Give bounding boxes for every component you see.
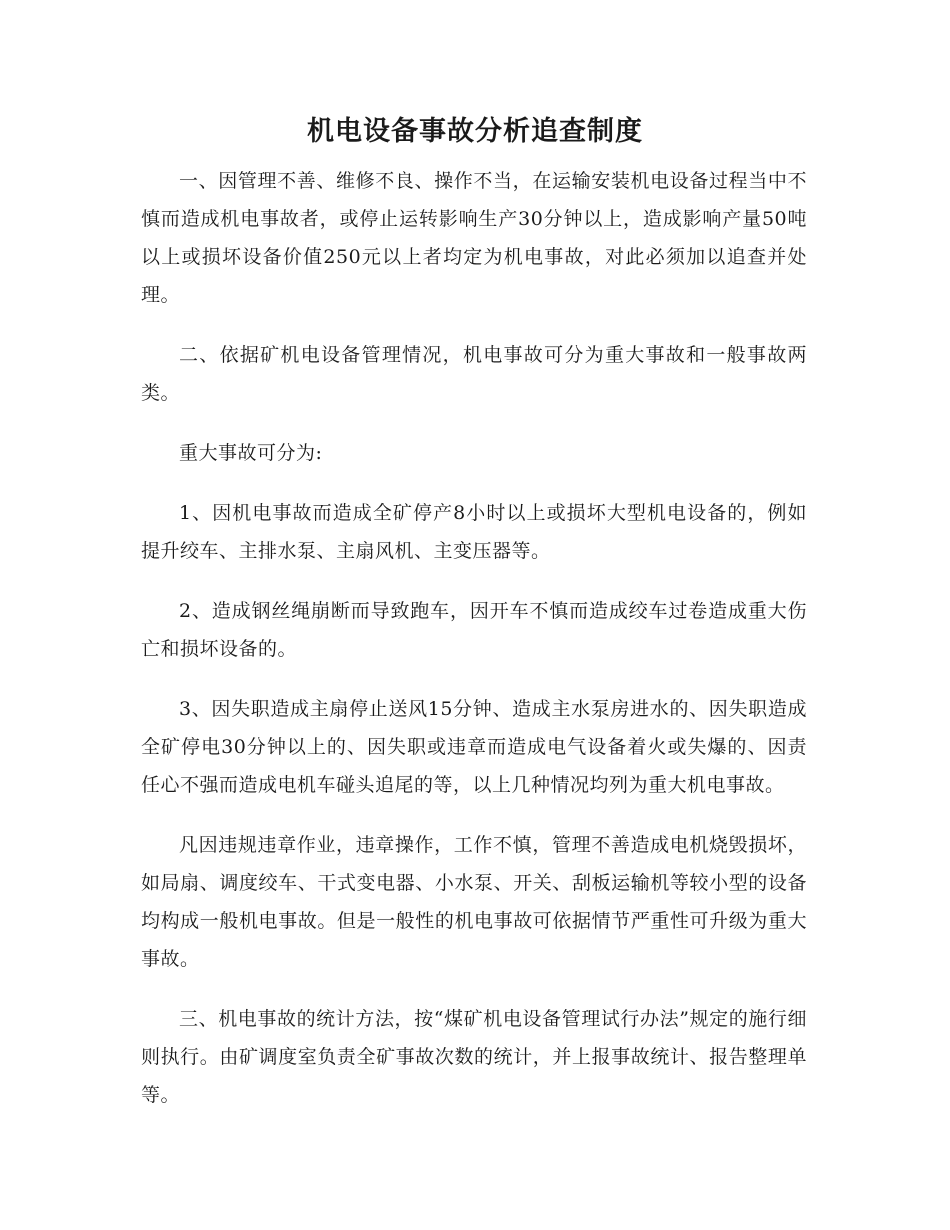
- paragraph-8: 三、机电事故的统计方法，按“煤矿机电设备管理试行办法”规定的施行细则执行。由矿调度室负责全矿事故次数的统计，并上报事故统计、报告整理单等。: [141, 1008, 807, 1106]
- paragraph-3: 重大事故可分为:: [179, 442, 323, 464]
- paragraph-7: 凡因违规违章作业，违章操作，工作不慎，管理不善造成电机烧毁损坏，如局扇、调度绞车、干式变电器、小水泵、开关、刮板运输机等较小型的设备均构成一般机电事故。但是一般性的机电事故可依据情节严重性可升级为重大事故。: [141, 834, 807, 970]
- paragraph-4: 1、因机电事故而造成全矿停产8小时以上或损坏大型机电设备的，例如提升绞车、主排水泵、主扇风机、主变压器等。: [141, 502, 807, 562]
- document-title: 机电设备事故分析追查制度: [307, 116, 643, 147]
- paragraph-6: 3、因失职造成主扇停止送风15分钟、造成主水泵房进水的、因失职造成全矿停电30分钟以上的、因失职或违章而造成电气设备着火或失爆的、因责任心不强而造成电机车碰头追尾的等，以上几种情况均列为重大机电事故。: [141, 698, 807, 796]
- paragraph-1: 一、因管理不善、维修不良、操作不当，在运输安装机电设备过程当中不慎而造成机电事故者，或停止运转影响生产30分钟以上，造成影响产量50吨以上或损坏设备价值250元以上者均定为机电事故，对此必须加以追查并处理。: [141, 170, 807, 306]
- document-body: [141, 162, 807, 1136]
- paragraph-5: 2、造成钢丝绳崩断而导致跑车，因开车不慎而造成绞车过卷造成重大伤亡和损坏设备的。: [141, 600, 807, 660]
- paragraph-2: 二、依据矿机电设备管理情况，机电事故可分为重大事故和一般事故两类。: [141, 344, 807, 404]
